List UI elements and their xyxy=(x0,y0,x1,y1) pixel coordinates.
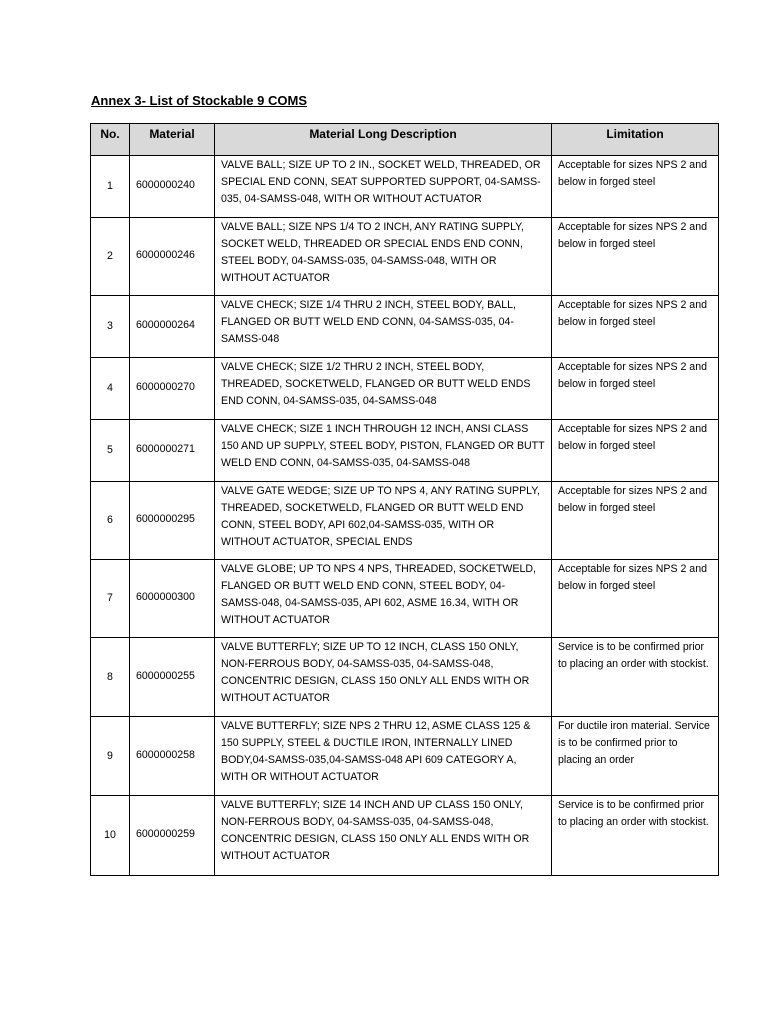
cell-no: 6 xyxy=(91,482,130,560)
table-row xyxy=(91,796,719,876)
cell-description: VALVE BUTTERFLY; SIZE NPS 2 THRU 12, ASME CLASS 125 & 150 SUPPLY, STEEL & DUCTILE IRON, INTERNALLY LINED BODY,04-SAMSS-035,04-SAMSS-048 API 609 CATEGORY A, WITH OR WITHOUT ACTUATOR xyxy=(215,717,552,796)
cell-material: 6000000300 xyxy=(130,560,215,638)
cell-limitation: Acceptable for sizes NPS 2 and below in forged steel xyxy=(552,420,719,482)
cell-no: 3 xyxy=(91,296,130,358)
cell-material: 6000000295 xyxy=(130,482,215,560)
header-material: Material xyxy=(130,124,215,156)
table-row xyxy=(91,560,719,638)
cell-no: 7 xyxy=(91,560,130,638)
header-no: No. xyxy=(91,124,130,156)
table-row xyxy=(91,420,719,482)
table-row xyxy=(91,156,719,218)
cell-material: 6000000258 xyxy=(130,717,215,796)
cell-no: 1 xyxy=(91,156,130,218)
cell-description: VALVE BALL; SIZE UP TO 2 IN., SOCKET WELD, THREADED, OR SPECIAL END CONN, SEAT SUPPORTED SUPPORT, 04-SAMSS-035, 04-SAMSS-048, WITH OR WITHOUT ACTUATOR xyxy=(215,156,552,218)
table-row xyxy=(91,482,719,560)
header-limitation: Limitation xyxy=(552,124,719,156)
cell-material: 6000000240 xyxy=(130,156,215,218)
header-description: Material Long Description xyxy=(215,124,552,156)
cell-description: VALVE CHECK; SIZE 1 INCH THROUGH 12 INCH, ANSI CLASS 150 AND UP SUPPLY, STEEL BODY, PISTON, FLANGED OR BUTT WELD END CONN, 04-SAMSS-035, 04-SAMSS-048 xyxy=(215,420,552,482)
cell-limitation: Service is to be confirmed prior to placing an order with stockist. xyxy=(552,796,719,876)
cell-no: 9 xyxy=(91,717,130,796)
stockable-coms-table xyxy=(90,123,719,876)
cell-material: 6000000264 xyxy=(130,296,215,358)
cell-limitation: Acceptable for sizes NPS 2 and below in forged steel xyxy=(552,156,719,218)
cell-limitation: Acceptable for sizes NPS 2 and below in forged steel xyxy=(552,358,719,420)
cell-description: VALVE CHECK; SIZE 1/4 THRU 2 INCH, STEEL BODY, BALL, FLANGED OR BUTT WELD END CONN, 04-SAMSS-035, 04-SAMSS-048 xyxy=(215,296,552,358)
table-row xyxy=(91,218,719,296)
cell-material: 6000000246 xyxy=(130,218,215,296)
table-row xyxy=(91,638,719,717)
table-header-row xyxy=(91,124,719,156)
cell-no: 10 xyxy=(91,796,130,876)
cell-description: VALVE BUTTERFLY; SIZE 14 INCH AND UP CLASS 150 ONLY, NON-FERROUS BODY, 04-SAMSS-035, 04-SAMSS-048, CONCENTRIC DESIGN, CLASS 150 ONLY ALL ENDS WITH OR WITHOUT ACTUATOR xyxy=(215,796,552,876)
page-title: Annex 3- List of Stockable 9 COMS xyxy=(91,93,307,108)
table-row xyxy=(91,358,719,420)
cell-description: VALVE GLOBE; UP TO NPS 4 NPS, THREADED, SOCKETWELD, FLANGED OR BUTT WELD END CONN, STEEL BODY, 04-SAMSS-048, 04-SAMSS-035, API 602, ASME 16.34, WITH OR WITHOUT ACTUATOR xyxy=(215,560,552,638)
cell-limitation: Acceptable for sizes NPS 2 and below in forged steel xyxy=(552,296,719,358)
table-row xyxy=(91,296,719,358)
table-row xyxy=(91,717,719,796)
cell-limitation: For ductile iron material. Service is to be confirmed prior to placing an order xyxy=(552,717,719,796)
cell-description: VALVE BUTTERFLY; SIZE UP TO 12 INCH, CLASS 150 ONLY, NON-FERROUS BODY, 04-SAMSS-035, 04-SAMSS-048, CONCENTRIC DESIGN, CLASS 150 ONLY ALL ENDS WITH OR WITHOUT ACTUATOR xyxy=(215,638,552,717)
cell-no: 4 xyxy=(91,358,130,420)
cell-limitation: Acceptable for sizes NPS 2 and below in forged steel xyxy=(552,218,719,296)
cell-material: 6000000270 xyxy=(130,358,215,420)
cell-limitation: Acceptable for sizes NPS 2 and below in forged steel xyxy=(552,560,719,638)
cell-material: 6000000271 xyxy=(130,420,215,482)
cell-material: 6000000259 xyxy=(130,796,215,876)
cell-material: 6000000255 xyxy=(130,638,215,717)
cell-no: 2 xyxy=(91,218,130,296)
cell-description: VALVE CHECK; SIZE 1/2 THRU 2 INCH, STEEL BODY, THREADED, SOCKETWELD, FLANGED OR BUTT WELD ENDS END CONN, 04-SAMSS-035, 04-SAMSS-048 xyxy=(215,358,552,420)
cell-limitation: Service is to be confirmed prior to placing an order with stockist. xyxy=(552,638,719,717)
cell-description: VALVE BALL; SIZE NPS 1/4 TO 2 INCH, ANY RATING SUPPLY, SOCKET WELD, THREADED OR SPECIAL ENDS END CONN, STEEL BODY, 04-SAMSS-035, 04-SAMSS-048, WITH OR WITHOUT ACTUATOR xyxy=(215,218,552,296)
cell-no: 8 xyxy=(91,638,130,717)
cell-no: 5 xyxy=(91,420,130,482)
cell-description: VALVE GATE WEDGE; SIZE UP TO NPS 4, ANY RATING SUPPLY, THREADED, SOCKETWELD, FLANGED OR BUTT WELD END CONN, STEEL BODY, API 602,04-SAMSS-035, WITH OR WITHOUT ACTUATOR, SPECIAL ENDS xyxy=(215,482,552,560)
cell-limitation: Acceptable for sizes NPS 2 and below in forged steel xyxy=(552,482,719,560)
